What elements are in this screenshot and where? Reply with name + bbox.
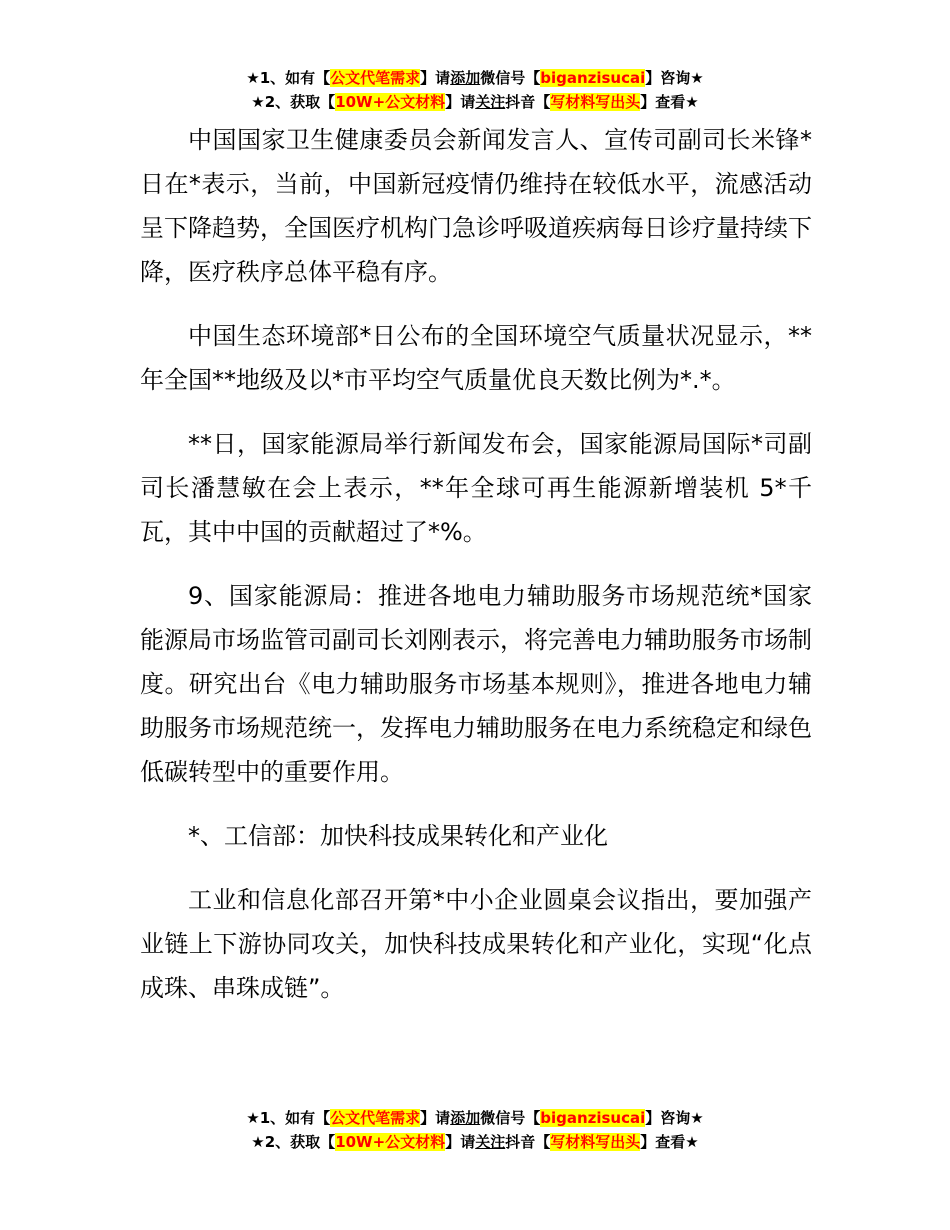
footer-highlight-douyin: 写材料写出头 [550, 1133, 641, 1151]
paragraph-miit-heading: *、工信部：加快科技成果转化和产业化 [188, 822, 608, 850]
highlight-materials: 10W+公文材料 [335, 93, 446, 111]
document-body [140, 118, 812, 1010]
paragraph-power-market: 9、国家能源局：推进各地电力辅助服务市场规范统*国家能源局市场监管司副司长刘刚表示，将完善电力辅助服务市场制度。研究出台《电力辅助服务市场基本规则》，推进各地电力辅助服务市场规范统一，发挥电力辅助服务在电力系统稳定和绿色低碳转型中的重要作用。 [140, 582, 812, 786]
banner-line-2: ★2、获取【10W+公文材料】请关注抖音【写材料写出头】查看★ [251, 93, 699, 111]
banner-line-1: ★1、如有【公文代笔需求】请添加微信号【biganzisucai】咨询★ [246, 69, 704, 87]
highlight-ghostwriting: 公文代笔需求 [330, 69, 421, 87]
footer-line-1: ★1、如有【公文代笔需求】请添加微信号【biganzisucai】咨询★ [246, 1109, 704, 1127]
paragraph-sme-roundtable: 工业和信息化部召开第*中小企业圆桌会议指出，要加强产业链上下游协同攻关，加快科技成果转化和产业化，实现“化点成珠、串珠成链”。 [140, 886, 812, 1002]
footer-line-2: ★2、获取【10W+公文材料】请关注抖音【写材料写出头】查看★ [251, 1133, 699, 1151]
footer-banner [0, 1106, 950, 1154]
footer-highlight-ghostwriting: 公文代笔需求 [330, 1109, 421, 1127]
header-banner [0, 66, 950, 114]
paragraph-renewable-energy: **日，国家能源局举行新闻发布会，国家能源局国际*司副司长潘慧敏在会上表示，**年全球可再生能源新增装机 5*千瓦，其中中国的贡献超过了*%。 [140, 430, 812, 546]
highlight-douyin: 写材料写出头 [550, 93, 641, 111]
paragraph-health-commission: 中国国家卫生健康委员会新闻发言人、宣传司副司长米锋*日在*表示，当前，中国新冠疫情仍维持在较低水平，流感活动呈下降趋势，全国医疗机构门急诊呼吸道疾病每日诊疗量持续下降，医疗秩序总体平稳有序。 [140, 126, 812, 286]
footer-highlight-wechat-id: biganzisucai [540, 1109, 646, 1127]
highlight-wechat-id: biganzisucai [540, 69, 646, 87]
paragraph-air-quality: 中国生态环境部*日公布的全国环境空气质量状况显示，**年全国**地级及以*市平均空气质量优良天数比例为*.*。 [140, 322, 812, 394]
footer-highlight-materials: 10W+公文材料 [335, 1133, 446, 1151]
